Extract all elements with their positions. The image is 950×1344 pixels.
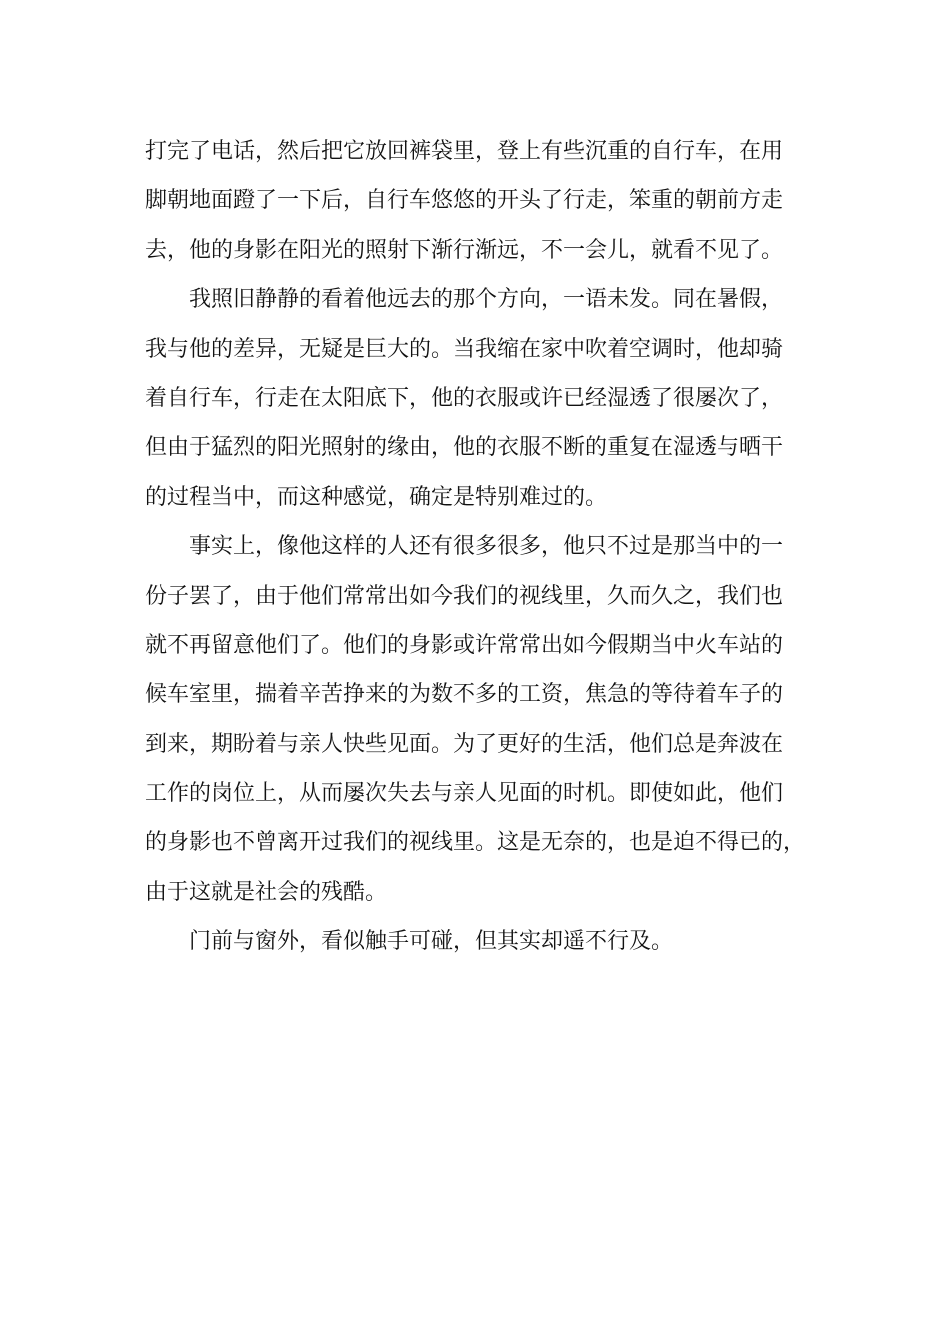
- text-line: 的身影也不曾离开过我们的视线里。这是无奈的，也是迫不得已的，: [145, 830, 806, 856]
- text-line: 打完了电话，然后把它放回裤袋里，登上有些沉重的自行车，在用: [145, 139, 784, 164]
- text-line: 我与他的差异，无疑是巨大的。当我缩在家中吹着空调时，他却骑: [145, 336, 784, 362]
- text-line: 去，他的身影在阳光的照射下渐行渐远，不一会儿，就看不见了。: [145, 237, 784, 263]
- paragraph-first-line: 事实上，像他这样的人还有很多很多，他只不过是那当中的一: [189, 534, 784, 560]
- text-line: 候车室里，揣着辛苦挣来的为数不多的工资，焦急的等待着车子的: [145, 682, 784, 708]
- paragraph-first-line: 门前与窗外，看似触手可碰，但其实却遥不行及。: [189, 929, 674, 955]
- text-line: 脚朝地面蹬了一下后，自行车悠悠的开头了行走，笨重的朝前方走: [145, 188, 784, 214]
- text-line: 就不再留意他们了。他们的身影或许常常出如今假期当中火车站的: [145, 632, 784, 658]
- text-line: 由于这就是社会的残酷。: [145, 879, 388, 905]
- text-line: 但由于猛烈的阳光照射的缘由，他的衣服不断的重复在湿透与晒干: [145, 435, 784, 461]
- text-line: 工作的岗位上，从而屡次失去与亲人见面的时机。即使如此，他们: [145, 781, 784, 807]
- text-line: 份子罢了，由于他们常常出如今我们的视线里，久而久之，我们也: [145, 583, 784, 609]
- text-line: 到来，期盼着与亲人快些见面。为了更好的生活，他们总是奔波在: [145, 731, 784, 757]
- text-line: 着自行车，行走在太阳底下，他的衣服或许已经湿透了很屡次了，: [145, 385, 784, 411]
- text-line: 的过程当中，而这种感觉，确定是特别难过的。: [145, 484, 608, 510]
- document-body: [145, 133, 811, 973]
- paragraph-first-line: 我照旧静静的看着他远去的那个方向，一语未发。同在暑假，: [189, 287, 784, 313]
